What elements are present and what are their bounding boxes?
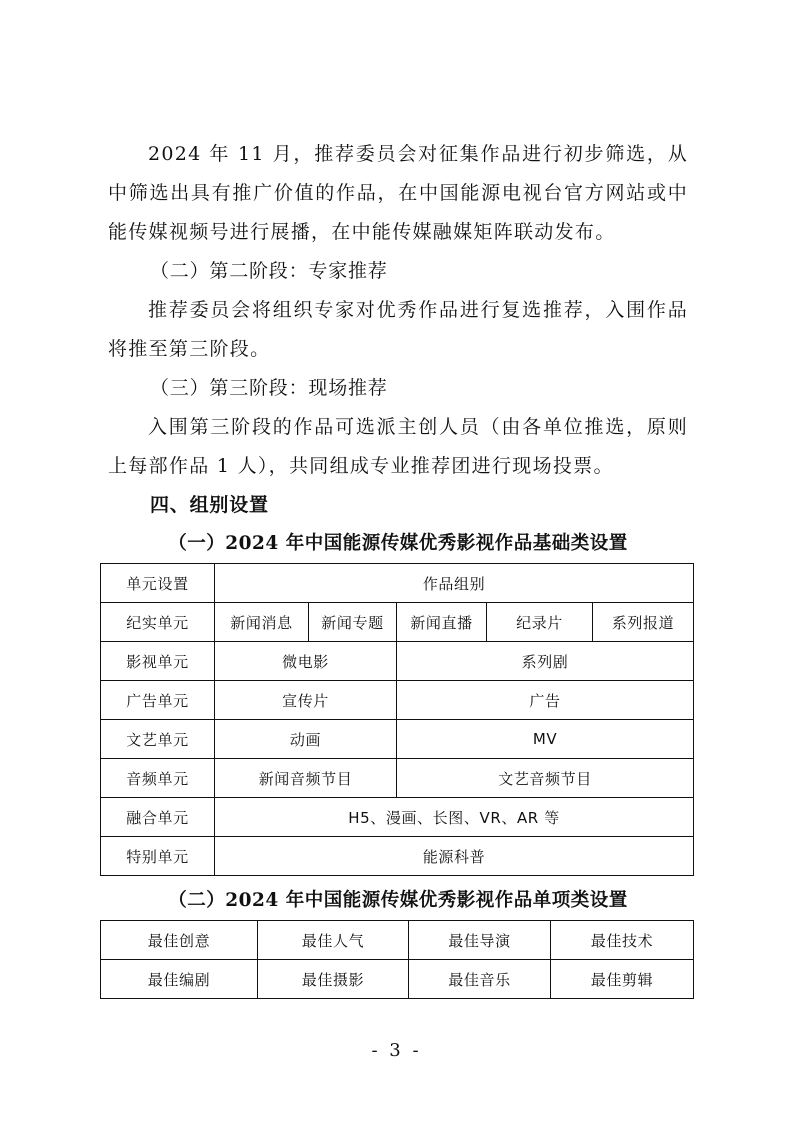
table-basic-caption: （一）2024 年中国能源传媒优秀影视作品基础类设置 (168, 533, 628, 554)
table-row (101, 564, 694, 603)
table-cell: 最佳人气 (258, 921, 409, 960)
section-four-title: 四、组别设置 (150, 494, 269, 516)
table-cell: 能源科普 (215, 837, 694, 876)
table-cell: 广告 (397, 681, 694, 720)
table-row (101, 759, 694, 798)
table-cell: 最佳创意 (101, 921, 258, 960)
table-cell: 新闻专题 (309, 603, 397, 642)
table-cell: 微电影 (215, 642, 397, 681)
row-unit-cell: 文艺单元 (101, 720, 215, 759)
table-cell: 最佳技术 (551, 921, 694, 960)
table-cell: 宣传片 (215, 681, 397, 720)
row-unit-cell: 音频单元 (101, 759, 215, 798)
row-unit-cell: 影视单元 (101, 642, 215, 681)
paragraph-stage-two: 推荐委员会将组织专家对优秀作品进行复选推荐，入围作品将推至第三阶段。 (108, 299, 688, 360)
table-row (101, 921, 694, 960)
table-cell: 最佳编剧 (101, 960, 258, 999)
table-header-cell: 单元设置 (101, 564, 215, 603)
table-cell: 系列报道 (593, 603, 694, 642)
table-row (101, 642, 694, 681)
table-cell: 最佳导演 (409, 921, 551, 960)
table-single-awards (100, 920, 694, 999)
table-row (101, 837, 694, 876)
row-unit-cell: 纪实单元 (101, 603, 215, 642)
table-cell: H5、漫画、长图、VR、AR 等 (215, 798, 694, 837)
table-cell: 动画 (215, 720, 397, 759)
heading-stage-three: （三）第三阶段：现场推荐 (150, 377, 388, 399)
heading-stage-two: （二）第二阶段：专家推荐 (150, 260, 388, 282)
row-unit-cell: 融合单元 (101, 798, 215, 837)
table-row (101, 960, 694, 999)
table-cell: 最佳音乐 (409, 960, 551, 999)
paragraph-stage-three: 入围第三阶段的作品可选派主创人员（由各单位推选，原则上每部作品 1 人），共同组成专业推荐团进行现场投票。 (108, 416, 688, 477)
table-cell: MV (397, 720, 694, 759)
table-cell: 最佳剪辑 (551, 960, 694, 999)
table-cell: 文艺音频节目 (397, 759, 694, 798)
table-cell: 新闻音频节目 (215, 759, 397, 798)
paragraph-stage-one-detail: 2024 年 11 月，推荐委员会对征集作品进行初步筛选，从中筛选出具有推广价值的作品，在中国能源电视台官方网站或中能传媒视频号进行展播，在中能传媒融媒矩阵联动发布。 (108, 143, 688, 243)
table-row (101, 603, 694, 642)
page-number: - 3 - (371, 1040, 422, 1061)
table-cell: 新闻消息 (215, 603, 309, 642)
row-unit-cell: 特别单元 (101, 837, 215, 876)
table-cell: 最佳摄影 (258, 960, 409, 999)
table-cell: 新闻直播 (397, 603, 487, 642)
table-cell: 系列剧 (397, 642, 694, 681)
table-header-cell: 作品组别 (215, 564, 694, 603)
table-row (101, 798, 694, 837)
table-cell: 纪录片 (487, 603, 593, 642)
row-unit-cell: 广告单元 (101, 681, 215, 720)
table-row (101, 720, 694, 759)
table-row (101, 681, 694, 720)
table-single-caption: （二）2024 年中国能源传媒优秀影视作品单项类设置 (168, 890, 628, 911)
table-basic-categories (100, 563, 694, 876)
